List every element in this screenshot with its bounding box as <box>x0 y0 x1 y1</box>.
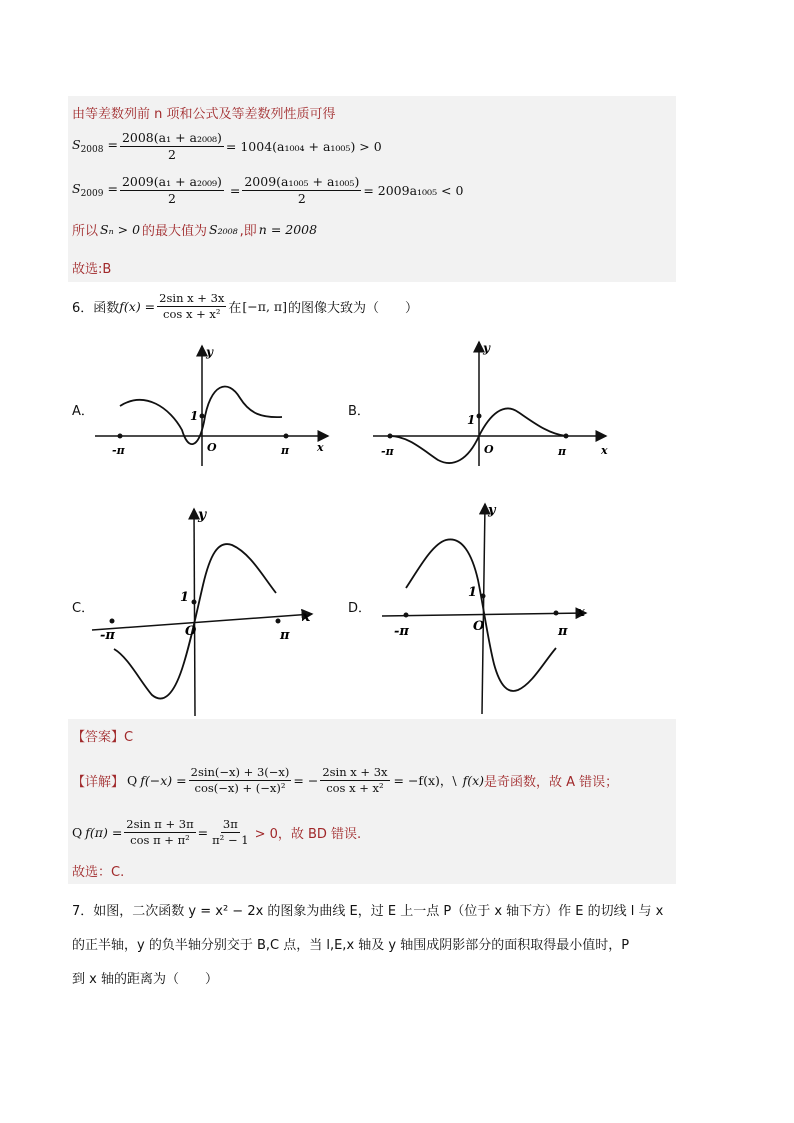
graph-option-a[interactable] <box>90 338 340 468</box>
point-neg-pi <box>404 613 409 618</box>
point-neg-pi <box>388 434 393 439</box>
label-o: O <box>185 624 197 639</box>
solution-6-line-2: Q f(π) = $\frac{\text{2sin π + 3π}}{\text{cos π + π²}}$ = $\frac{3\pi}{\text{π² − 1}}$ > 0，故 BD 错误. <box>72 816 362 847</box>
label-x: x <box>302 609 311 625</box>
question-7-line-1: 7．如图，二次函数 y = x² − 2x 的图象为曲线 E，过 E 上一点 P（位于 x 轴下方）作 E 的切线 l 与 x <box>72 904 664 919</box>
s2009-fraction-1: $\frac{\text{2009(a₁ + a₂₀₀₉)}}{2}$ <box>121 173 222 206</box>
question-7-line-2: 的正半轴，y 的负半轴分别交于 B,C 点，当 l,E,x 轴及 y 轴围成阴影部分的面积取得最小值时，P <box>72 938 630 953</box>
question-6-stem: 6．函数 f(x) = $\frac{\text{2sin x + 3x}}{\text{cos x + x²}}$ 在 [−π, π] 的图像大致为（ ） <box>72 290 419 321</box>
option-b-label[interactable]: B． <box>348 404 370 419</box>
label-y: y <box>488 503 496 518</box>
label-one: 1 <box>468 585 478 600</box>
label-neg-pi: -π <box>100 628 115 643</box>
question-7-line-3: 到 x 轴的距离为（ ） <box>72 972 218 987</box>
solution-6-answer: 故选：C. <box>72 865 125 880</box>
label-y: y <box>483 341 490 355</box>
option-c-label[interactable]: C． <box>72 601 95 616</box>
graph-option-d[interactable] <box>378 500 608 716</box>
s2008-fraction: $\frac{\text{2008(a₁ + a₂₀₀₈)}}{2}$ <box>121 129 222 162</box>
point-pi <box>276 619 281 624</box>
solution-6-answer-line: 【答案】C <box>72 730 134 745</box>
label-o: O <box>484 443 494 456</box>
label-one: 1 <box>467 413 476 427</box>
label-pi: π <box>558 624 568 639</box>
solution-5-intro: 由等差数列前 n 项和公式及等差数列性质可得 <box>72 107 336 122</box>
point-pi <box>284 434 289 439</box>
label-one: 1 <box>180 590 190 605</box>
label-o: O <box>473 619 485 634</box>
s2009-fraction-2: $\frac{\text{2009(a₁₀₀₅ + a₁₀₀₅)}}{2}$ <box>244 173 360 206</box>
s2009-rhs: = 2009a₁₀₀₅ < 0 <box>363 182 464 198</box>
point-one <box>192 600 197 605</box>
option-d-label[interactable]: D． <box>348 601 372 616</box>
point-neg-pi <box>110 619 115 624</box>
option-a-label[interactable]: A． <box>72 404 94 419</box>
label-pi: π <box>280 628 290 643</box>
point-one <box>200 414 205 419</box>
y-axis <box>194 509 195 716</box>
label-x: x <box>601 444 608 457</box>
s2008-equation: $S_{2008}$ = $\frac{\text{2008(a₁ + a₂₀₀₈)}}{2}$ = 1004(a₁₀₀₄ + a₁₀₀₅) > 0 <box>72 129 382 162</box>
label-x: x <box>317 441 324 454</box>
solution-6-detail-line: 【详解】 Q f(−x) = $\frac{2\sin(-x) + 3(-x)}{\text{cos(−x) + (−x)²}}$ = − $\frac{\text{2sin x + 3x}}{\text{cos x + x²}}$ = −f(x)，\ f(x) 是奇函数，故 A 错误； <box>72 764 619 795</box>
point-pi <box>554 611 559 616</box>
solution-5-conclusion: 所以 Sₙ > 0 的最大值为 S₂₀₀₈ ,即 n = 2008 <box>72 222 318 239</box>
point-one <box>481 594 486 599</box>
s2008-rhs: = 1004(a₁₀₀₄ + a₁₀₀₅) > 0 <box>225 138 382 154</box>
label-one: 1 <box>190 409 199 423</box>
graph-option-c[interactable] <box>90 505 330 717</box>
label-o: O <box>207 441 217 454</box>
solution-5-answer: 故选:B <box>72 262 112 277</box>
s2009-symbol: S <box>72 181 81 196</box>
point-one <box>477 414 482 419</box>
point-pi <box>564 434 569 439</box>
point-neg-pi <box>118 434 123 439</box>
graph-option-b[interactable] <box>368 338 618 468</box>
s2008-symbol: S <box>72 137 81 152</box>
label-neg-pi: -π <box>381 445 394 458</box>
s2009-equation: $S_{2009}$ = $\frac{\text{2009(a₁ + a₂₀₀₉)}}{2}$ = $\frac{\text{2009(a₁₀₀₅ + a₁₀₀₅)}}{2}$ = 2009a₁₀₀₅ < 0 <box>72 173 464 206</box>
label-y: y <box>206 345 213 359</box>
label-x: x <box>577 605 585 620</box>
label-y: y <box>198 507 207 523</box>
label-pi: π <box>558 445 567 458</box>
label-neg-pi: -π <box>394 624 409 639</box>
label-neg-pi: -π <box>112 444 125 457</box>
label-pi: π <box>281 444 290 457</box>
q6-function-fraction: $\frac{\text{2sin x + 3x}}{\text{cos x + x²}}$ <box>159 290 225 321</box>
